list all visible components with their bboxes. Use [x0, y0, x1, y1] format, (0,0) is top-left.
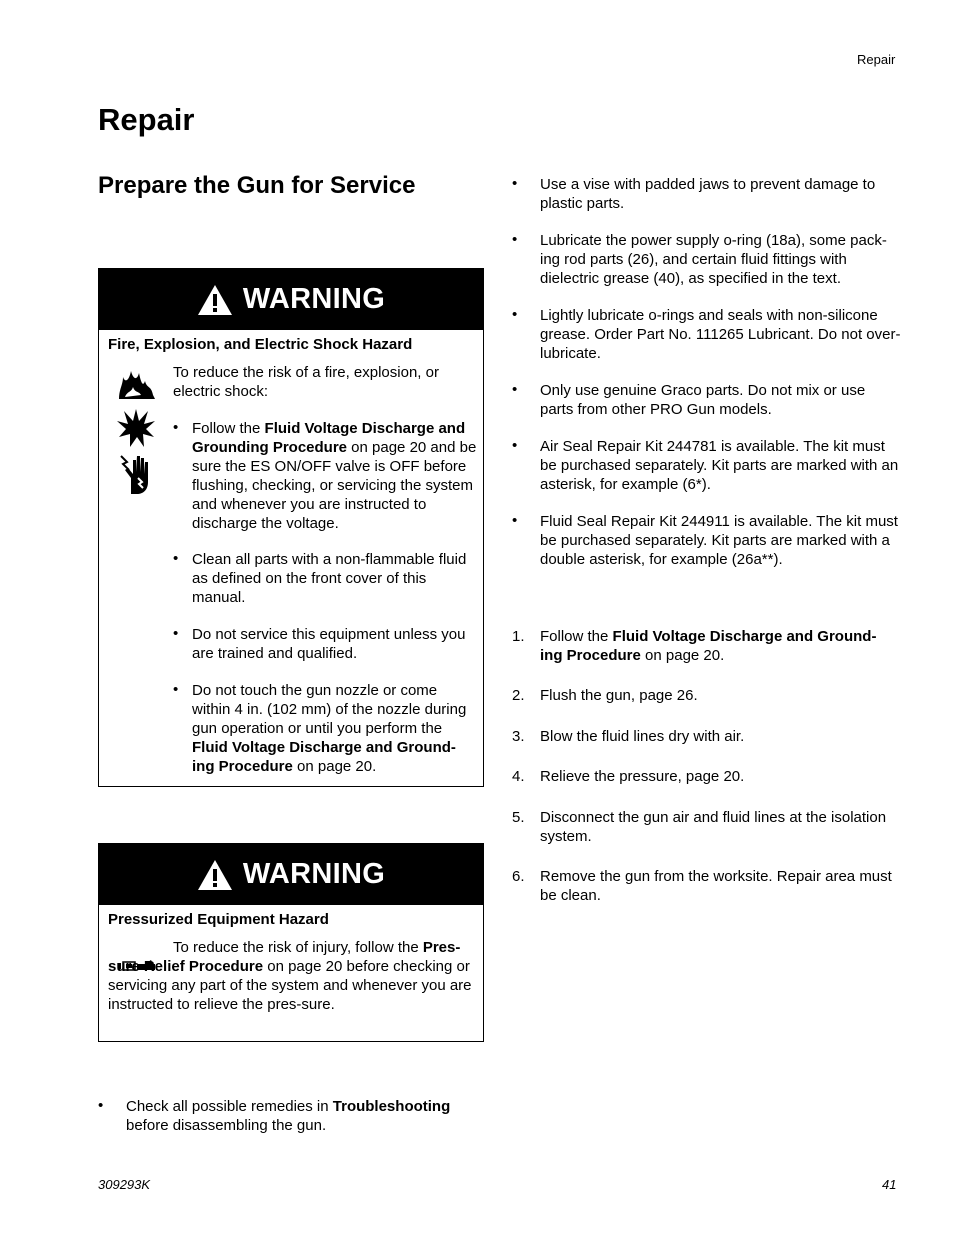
warning-banner [99, 269, 483, 330]
step-6: Remove the gun from the worksite. Repair area must be clean. [540, 868, 892, 904]
warning-triangle-icon [197, 859, 233, 891]
warning-label: WARNING [242, 858, 386, 890]
warning-banner [99, 844, 483, 905]
warning-triangle-icon [197, 284, 233, 316]
page-title: Repair [98, 102, 195, 137]
hazard-title: Pressurized Equipment Hazard [108, 911, 329, 928]
step-4: Relieve the pressure, page 20. [540, 768, 745, 785]
bullet-dot: • [512, 231, 518, 248]
troubleshooting-bullet: Check all possible remedies in Troubleshooting before disassembling the gun. [126, 1098, 451, 1134]
page-number: 41 [882, 1177, 897, 1192]
right-bullet-3: Lightly lubricate o-rings and seals with non-silicone grease. Order Part No. 111265 Lubricant. Do not over-lubricate. [540, 307, 901, 362]
right-bullet-2: Lubricate the power supply o-ring (18a), some pack-ing rod parts (26), and certain fluid fittings with dielectric grease (40), as specified in the text. [540, 232, 887, 287]
running-header: Repair [857, 52, 896, 67]
warning-label: WARNING [242, 283, 386, 315]
bullet-dot: • [512, 512, 518, 529]
step-1: Follow the Fluid Voltage Discharge and Ground-ing Procedure on page 20. [540, 628, 877, 664]
hazard-title: Fire, Explosion, and Electric Shock Hazard [108, 336, 413, 353]
bullet-dot: • [98, 1097, 104, 1114]
bullet-dot: • [173, 681, 179, 698]
warning-bullet-1: Follow the Fluid Voltage Discharge and Grounding Procedure on page 20 and be sure the ES ON/OFF valve is OFF before flushing, checking, or servicing the system and whenever you are instructed to discharge the voltage. [192, 420, 477, 532]
bullet-dot: • [512, 381, 518, 398]
warning-box-pressure [98, 843, 484, 1042]
bullet-dot: • [512, 175, 518, 192]
step-5: Disconnect the gun air and fluid lines at the isolation system. [540, 809, 887, 845]
explosion-icon [116, 407, 156, 449]
warning-intro: To reduce the risk of a fire, explosion, or electric shock: [173, 364, 439, 400]
section-title: Prepare the Gun for Service [98, 172, 416, 199]
bullet-dot: • [173, 419, 179, 436]
step-number: 3. [512, 728, 525, 745]
warning-bullet-4: Do not touch the gun nozzle or come within 4 in. (102 mm) of the nozzle during gun operation or until you perform the Fluid Voltage Discharge and Ground-ing Procedure on page 20. [192, 682, 467, 775]
right-bullet-6: Fluid Seal Repair Kit 244911 is available. The kit must be purchased separately. Kit parts are marked with a double asterisk, for example (26a**). [540, 513, 898, 568]
fire-icon [117, 367, 157, 401]
step-3: Blow the fluid lines dry with air. [540, 728, 745, 745]
step-number: 2. [512, 687, 525, 704]
step-number: 6. [512, 868, 525, 885]
step-number: 5. [512, 809, 525, 826]
step-number: 4. [512, 768, 525, 785]
electric-shock-icon [119, 452, 155, 496]
warning-box-fire [98, 268, 484, 787]
bullet-dot: • [512, 306, 518, 323]
bullet-dot: • [512, 437, 518, 454]
warning-bullet-2: Clean all parts with a non-flammable fluid as defined on the front cover of this manual. [192, 551, 467, 606]
bullet-dot: • [173, 625, 179, 642]
step-2: Flush the gun, page 26. [540, 687, 698, 704]
right-bullet-1: Use a vise with padded jaws to prevent damage to plastic parts. [540, 176, 876, 212]
warning-bullet-3: Do not service this equipment unless you are trained and qualified. [192, 626, 466, 662]
right-bullet-4: Only use genuine Graco parts. Do not mix or use parts from other PRO Gun models. [540, 382, 866, 418]
bullet-dot: • [173, 550, 179, 567]
right-bullet-5: Air Seal Repair Kit 244781 is available. The kit must be purchased separately. Kit parts are marked with an asterisk, for example (6*). [540, 438, 899, 493]
warning2-text: To reduce the risk of injury, follow the Pres-sure Relief Procedure on page 20 before checking or servicing any part of the system and whenever you are instructed to relieve the pres-sure. [108, 939, 472, 1013]
document-number: 309293K [98, 1177, 151, 1192]
step-number: 1. [512, 628, 525, 645]
